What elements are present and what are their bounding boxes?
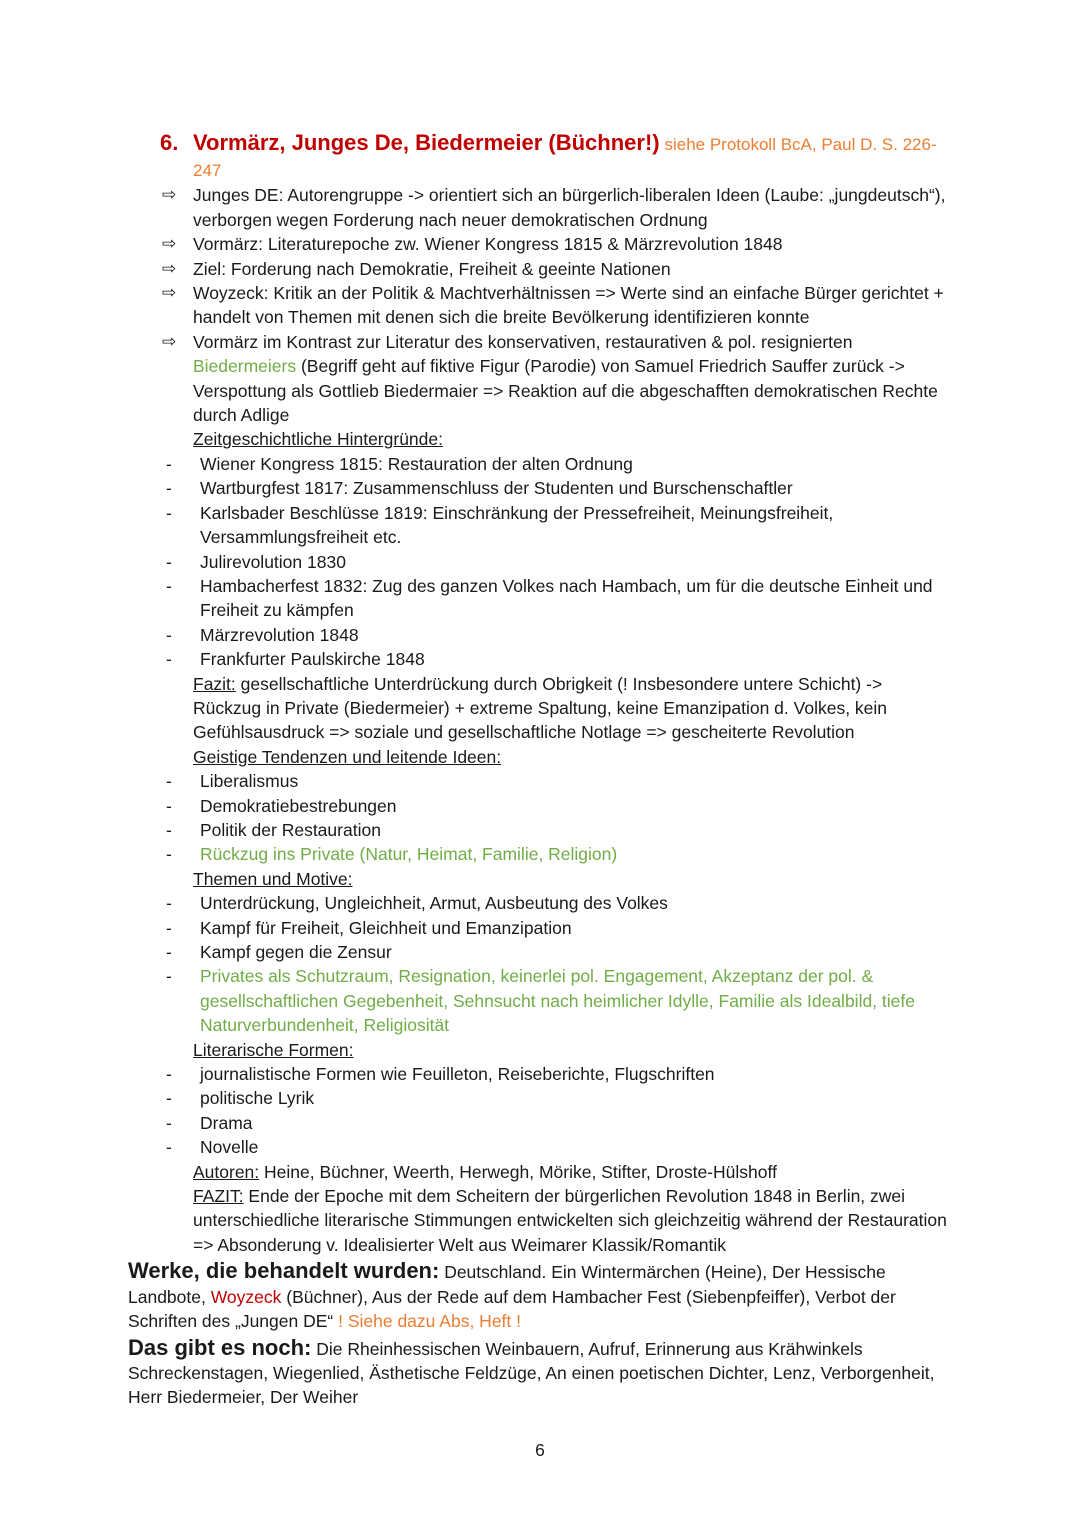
vormaerz-text: Vormärz: Literaturepoche zw. Wiener Kongress 1815 & Märzrevolution 1848 [193, 234, 783, 255]
werke-heading: Werke, die behandelt wurden: [128, 1258, 440, 1284]
arrow-icon: ⇨ [162, 234, 177, 254]
list-item-text: Liberalismus [200, 771, 299, 792]
list-item [128, 550, 948, 574]
werke-paragraph [128, 1259, 948, 1333]
autoren-label: Autoren: [193, 1161, 260, 1182]
werke-text-cont: (Büchner), Aus der Rede auf dem Hambacher Fest (Siebenpfeiffer), Verbot der Schriften des „Jungen DE“ [128, 1286, 896, 1332]
section-heading [128, 128, 948, 183]
section-reference: siehe Protokoll BcA, Paul D. S. 226-247 [193, 135, 937, 180]
dash-bullet-icon: - [166, 502, 172, 523]
arrow-item [128, 257, 948, 281]
list-item [128, 916, 948, 940]
dash-bullet-icon: - [166, 1064, 172, 1085]
list-item-text: Kampf für Freiheit, Gleichheit und Emanzipation [200, 917, 572, 938]
list-item-text: Demokratiebestrebungen [200, 795, 397, 816]
fazit-label: Fazit: [193, 673, 236, 694]
werke-note: ! Siehe dazu Abs, Heft ! [338, 1311, 521, 1332]
arrow-icon: ⇨ [162, 283, 177, 303]
arrow-icon: ⇨ [162, 185, 177, 205]
list-item-text: Unterdrückung, Ungleichheit, Armut, Ausbeutung des Volkes [200, 893, 668, 914]
arrow-item [128, 330, 948, 428]
arrow-item [128, 281, 948, 330]
dash-bullet-icon: - [166, 819, 172, 840]
woyzeck-highlight: Woyzeck [210, 1286, 282, 1307]
list-item [128, 1086, 948, 1110]
list-item-text: Karlsbader Beschlüsse 1819: Einschränkung der Pressefreiheit, Meinungsfreiheit, Versammlungsfreiheit etc. [200, 502, 834, 548]
fazit2-text: Ende der Epoche mit dem Scheitern der bürgerlichen Revolution 1848 in Berlin, zwei unterschiedliche literarische Stimmungen entwickelten sich gleichzeitig während der Restauration => Absonderung v. Idealisierter Welt aus Weimarer Klassik/Romantik [193, 1186, 947, 1255]
dash-bullet-icon: - [166, 624, 172, 645]
dash-bullet-icon: - [166, 551, 172, 572]
biedermeiers-term: Biedermeiers [193, 356, 297, 377]
junges-de-text: Junges DE: Autorengruppe -> orientiert sich an bürgerlich-liberalen Ideen (Laube: „jungdeutsch“), verborgen wegen Forderung nach neuer demokratischen Ordnung [193, 185, 946, 230]
list-item [128, 1062, 948, 1086]
noch-paragraph [128, 1336, 948, 1410]
tendenzen-heading: Geistige Tendenzen und leitende Ideen: [193, 746, 502, 767]
list-item [128, 818, 948, 842]
arrow-icon: ⇨ [162, 331, 177, 351]
formen-heading: Literarische Formen: [193, 1039, 354, 1060]
list-item [128, 1135, 948, 1159]
arrow-item [128, 183, 948, 232]
autoren-text: Heine, Büchner, Weerth, Herwegh, Mörike, Stifter, Droste-Hülshoff [259, 1161, 777, 1182]
list-item-text: Märzrevolution 1848 [200, 624, 359, 645]
page-content [128, 128, 948, 1410]
noch-heading: Das gibt es noch: [128, 1334, 312, 1360]
autoren-paragraph [128, 1160, 948, 1184]
list-item [128, 574, 948, 623]
arrow-icon: ⇨ [162, 258, 177, 278]
kontrast-text-cont: (Begriff geht auf fiktive Figur (Parodie) von Samuel Friedrich Sauffer zurück -> Verspottung als Gottlieb Biedermaier => Reaktion auf die abgeschafften demokratischen Rechte durch Adlige [193, 356, 938, 426]
fazit2-label: FAZIT: [193, 1186, 244, 1207]
fazit-text: gesellschaftliche Unterdrückung durch Obrigkeit (! Insbesondere untere Schicht) -> Rückzug in Private (Biedermeier) + extreme Spaltung, keine Emanzipation d. Volkes, kein Gefühlsausdruck => soziale und gesellschaftliche Notlage => gescheiterte Revolution [193, 673, 888, 743]
dash-bullet-icon: - [166, 795, 172, 816]
list-item [128, 501, 948, 550]
list-item-text: Rückzug ins Private (Natur, Heimat, Familie, Religion) [200, 844, 618, 865]
dash-bullet-icon: - [166, 844, 172, 865]
themen-heading: Themen und Motive: [193, 868, 353, 889]
list-item-text: Julirevolution 1830 [200, 551, 346, 572]
list-item [128, 647, 948, 671]
list-item-text: Hambacherfest 1832: Zug des ganzen Volkes nach Hambach, um für die deutsche Einheit und Freiheit zu kämpfen [200, 575, 933, 621]
dash-bullet-icon: - [166, 771, 172, 792]
list-item-text: Wartburgfest 1817: Zusammenschluss der Studenten und Burschenschaftler [200, 478, 793, 499]
ziel-text: Ziel: Forderung nach Demokratie, Freiheit & geeinte Nationen [193, 258, 671, 279]
list-item [128, 476, 948, 500]
list-item-text: Drama [200, 1112, 253, 1133]
list-item-text: Frankfurter Paulskirche 1848 [200, 649, 425, 670]
list-item [128, 964, 948, 1037]
list-item [128, 940, 948, 964]
hintergruende-heading: Zeitgeschichtliche Hintergründe: [193, 429, 443, 450]
list-item-text: Politik der Restauration [200, 819, 381, 840]
fazit-paragraph [128, 672, 948, 745]
dash-bullet-icon: - [166, 966, 172, 987]
list-item-text: Kampf gegen die Zensur [200, 942, 392, 962]
list-item-text: Novelle [200, 1137, 259, 1158]
page-number: 6 [535, 1440, 545, 1460]
dash-bullet-icon: - [166, 942, 172, 962]
section-title: Vormärz, Junges De, Biedermeier (Büchner!) [193, 130, 660, 155]
dash-bullet-icon: - [166, 575, 172, 596]
list-item [128, 794, 948, 818]
kontrast-text: Vormärz im Kontrast zur Literatur des konservativen, restaurativen & pol. resignierten [193, 331, 853, 352]
fazit2-paragraph [128, 1184, 948, 1257]
list-item [128, 842, 948, 866]
werke-text: Deutschland. Ein Wintermärchen (Heine), Der Hessische Landbote, [128, 1262, 886, 1307]
list-item [128, 769, 948, 793]
list-item [128, 1111, 948, 1135]
dash-bullet-icon: - [166, 893, 172, 914]
dash-bullet-icon: - [166, 1112, 172, 1133]
list-item [128, 891, 948, 915]
list-item [128, 623, 948, 647]
dash-bullet-icon: - [166, 917, 172, 938]
list-item-text: Wiener Kongress 1815: Restauration der alten Ordnung [200, 453, 633, 474]
arrow-item [128, 232, 948, 256]
list-item-text: journalistische Formen wie Feuilleton, Reiseberichte, Flugschriften [200, 1064, 715, 1085]
list-item [128, 452, 948, 476]
dash-bullet-icon: - [166, 453, 172, 474]
section-number: 6. [160, 130, 179, 155]
dash-bullet-icon: - [166, 649, 172, 670]
woyzeck-text: Woyzeck: Kritik an der Politik & Machtverhältnissen => Werte sind an einfache Bürger gerichtet + handelt von Themen mit denen sich die breite Bevölkerung identifizieren konnte [193, 283, 944, 328]
noch-text: Die Rheinhessischen Weinbauern, Aufruf, Erinnerung aus Krähwinkels Schreckenstagen, Wiegenlied, Ästhetische Feldzüge, An einen poetischen Dichter, Lenz, Verborgenheit, Herr Biedermeier, Der Weiher [128, 1338, 935, 1408]
list-item-text: politische Lyrik [200, 1088, 315, 1109]
list-item-text: Privates als Schutzraum, Resignation, keinerlei pol. Engagement, Akzeptanz der pol. & gesellschaftlichen Gegebenheit, Sehnsucht nach heimlicher Idylle, Familie als Idealbild, tiefe Naturverbundenheit, Religiosität [200, 966, 915, 1036]
dash-bullet-icon: - [166, 1137, 172, 1158]
dash-bullet-icon: - [166, 1088, 172, 1109]
dash-bullet-icon: - [166, 478, 172, 499]
